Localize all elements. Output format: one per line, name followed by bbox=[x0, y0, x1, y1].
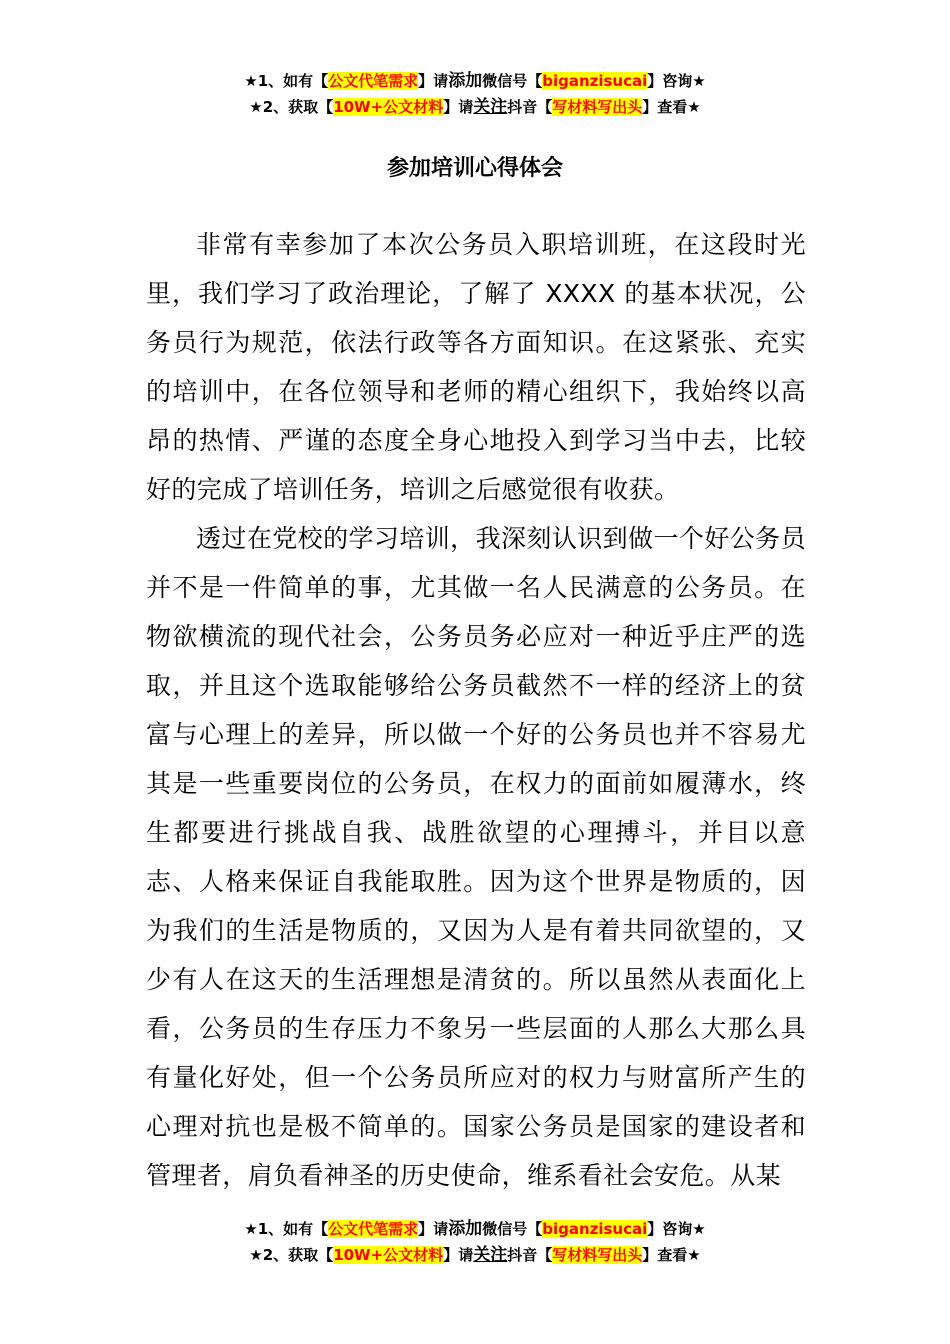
header-line2-mid2: 抖音【 bbox=[507, 98, 553, 116]
footer-line1-prefix: ★1、如有【 bbox=[244, 1220, 329, 1238]
document-body bbox=[146, 220, 806, 1200]
header-banner bbox=[0, 68, 950, 120]
footer-banner bbox=[0, 1216, 950, 1268]
footer-line2-mid1: 】请 bbox=[443, 1246, 474, 1264]
footer-line1-suffix: 】咨询★ bbox=[647, 1220, 706, 1238]
footer-line1-mid1: 】请 bbox=[418, 1220, 449, 1238]
header-line2-prefix: ★2、获取【 bbox=[249, 98, 334, 116]
footer-line1-emph: 添加 bbox=[448, 1219, 483, 1239]
header-line2-emph: 关注 bbox=[473, 97, 508, 117]
footer-line2-tag-douyin: 写材料写出头 bbox=[552, 1246, 643, 1264]
footer-line2-suffix: 】查看★ bbox=[642, 1246, 701, 1264]
footer-line-1 bbox=[0, 1216, 950, 1242]
header-line1-tag-service: 公文代笔需求 bbox=[328, 72, 419, 90]
footer-line1-tag-service: 公文代笔需求 bbox=[328, 1220, 419, 1238]
document-title: 参加培训心得体会 bbox=[386, 156, 563, 181]
header-line1-mid2: 微信号【 bbox=[482, 72, 543, 90]
footer-line2-emph: 关注 bbox=[473, 1245, 508, 1265]
paragraph: 透过在党校的学习培训，我深刻认识到做一个好公务员并不是一件简单的事，尤其做一名人民满意的公务员。在物欲横流的现代社会，公务员务必应对一种近乎庄严的选取，并且这个选取能够给公务员截然不一样的经济上的贫富与心理上的差异，所以做一个好的公务员也并不容易尤其是一些重要岗位的公务员，在权力的面前如履薄水，终生都要进行挑战自我、战胜欲望的心理搏斗，并目以意志、人格来保证自我能取胜。因为这个世界是物质的，因为我们的生活是物质的，又因为人是有着共同欲望的，又少有人在这天的生活理想是清贫的。所以虽然从表面化上看，公务员的生存压力不象另一些层面的人那么大那么具有量化好处，但一个公务员所应对的权力与财富所产生的心理对抗也是极不简单的。国家公务员是国家的建设者和管理者，肩负看神圣的历史使命，维系看社会安危。从某 bbox=[146, 524, 806, 1190]
footer-line-2 bbox=[0, 1242, 950, 1268]
footer-line2-prefix: ★2、获取【 bbox=[249, 1246, 334, 1264]
footer-line2-mid2: 抖音【 bbox=[507, 1246, 553, 1264]
header-line2-tag-douyin: 写材料写出头 bbox=[552, 98, 643, 116]
header-line2-mid1: 】请 bbox=[443, 98, 474, 116]
paragraph: 非常有幸参加了本次公务员入职培训班，在这段时光里，我们学习了政治理论，了解了 XXXX 的基本状况，公务员行为规范，依法行政等各方面知识。在这紧张、充实的培训中，在各位领导和老师的精心组织下，我始终以高昂的热情、严谨的态度全身心地投入到学习当中去，比较好的完成了培训任务，培训之后感觉很有收获。 bbox=[146, 230, 806, 504]
footer-line1-mid2: 微信号【 bbox=[482, 1220, 543, 1238]
header-line1-prefix: ★1、如有【 bbox=[244, 72, 329, 90]
header-line1-mid1: 】请 bbox=[418, 72, 449, 90]
footer-line1-tag-wechat: biganzisucai bbox=[542, 1220, 648, 1238]
header-line-2 bbox=[0, 94, 950, 120]
header-line1-suffix: 】咨询★ bbox=[647, 72, 706, 90]
header-line1-tag-wechat: biganzisucai bbox=[542, 72, 648, 90]
header-line1-emph: 添加 bbox=[448, 71, 483, 91]
header-line2-suffix: 】查看★ bbox=[642, 98, 701, 116]
header-line-1 bbox=[0, 68, 950, 94]
footer-line2-tag-materials: 10W+公文材料 bbox=[333, 1246, 444, 1264]
header-line2-tag-materials: 10W+公文材料 bbox=[333, 98, 444, 116]
